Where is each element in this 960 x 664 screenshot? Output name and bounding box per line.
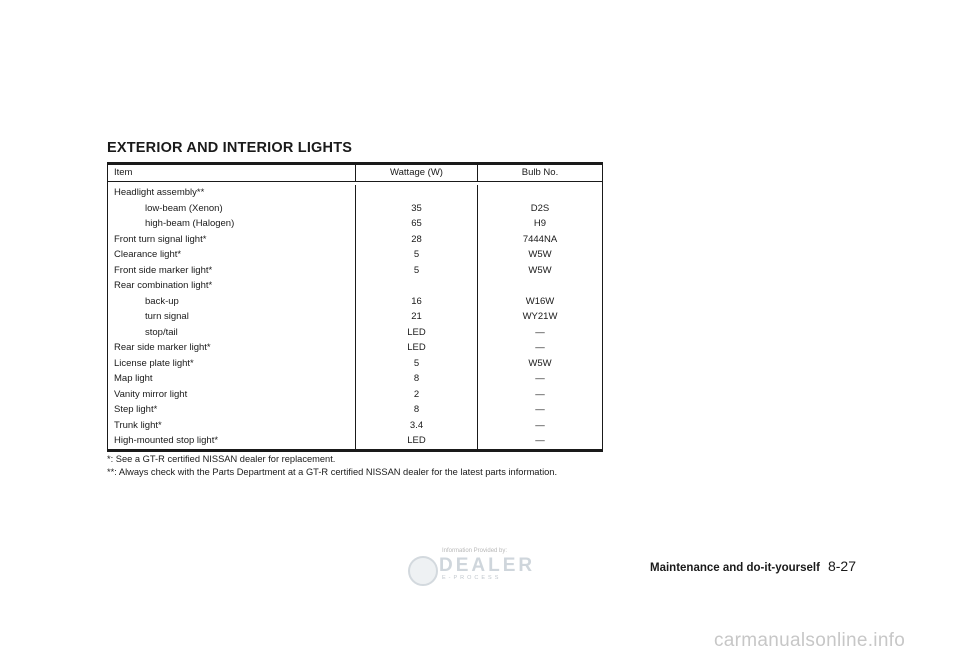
header-wattage: Wattage (W) bbox=[356, 165, 478, 181]
cell-item: stop/tail bbox=[108, 325, 356, 341]
cell-item: low-beam (Xenon) bbox=[108, 201, 356, 217]
header-bulb-no: Bulb No. bbox=[521, 167, 559, 178]
cell-wattage: 8 bbox=[356, 402, 478, 418]
cell-bulb-no: W16W bbox=[525, 295, 555, 307]
table-body bbox=[108, 185, 602, 449]
cell-wattage: LED bbox=[356, 340, 478, 356]
footnote-double-asterisk: **: Always check with the Parts Department at a GT-R certified NISSAN dealer for the latest parts information. bbox=[107, 466, 558, 477]
cell-item: Clearance light* bbox=[108, 247, 356, 263]
table-row bbox=[108, 356, 602, 372]
cell-bulb-no: — bbox=[535, 388, 545, 400]
footnotes bbox=[107, 453, 707, 478]
lights-table bbox=[107, 162, 603, 452]
cell-item: License plate light* bbox=[108, 356, 356, 372]
cell-bulb-no: W5W bbox=[528, 357, 552, 369]
table-row bbox=[108, 201, 602, 217]
cell-wattage: 3.4 bbox=[356, 418, 478, 434]
cell-wattage: 35 bbox=[356, 201, 478, 217]
cell-wattage bbox=[356, 278, 478, 294]
cell-item: Map light bbox=[108, 371, 356, 387]
cell-item: high-beam (Halogen) bbox=[108, 216, 356, 232]
cell-bulb-no bbox=[478, 278, 602, 294]
cell-item: Front side marker light* bbox=[108, 263, 356, 279]
cell-wattage: 5 bbox=[356, 247, 478, 263]
cell-wattage: 65 bbox=[356, 216, 478, 232]
cell-wattage: 5 bbox=[356, 356, 478, 372]
cell-bulb-no: — bbox=[535, 342, 545, 353]
cell-wattage bbox=[356, 185, 478, 201]
cell-wattage: 21 bbox=[356, 309, 478, 325]
table-row bbox=[108, 216, 602, 232]
table-row bbox=[108, 433, 602, 449]
table-row bbox=[108, 294, 602, 310]
cell-wattage: 28 bbox=[356, 232, 478, 248]
dealer-watermark-logo bbox=[408, 548, 546, 586]
cell-item: Rear combination light* bbox=[108, 278, 356, 294]
table-row bbox=[108, 232, 602, 248]
cell-item: turn signal bbox=[108, 309, 356, 325]
cell-wattage: 5 bbox=[356, 263, 478, 279]
cell-wattage: LED bbox=[356, 433, 478, 449]
table-row bbox=[108, 371, 602, 387]
footnote-single-asterisk: *: See a GT-R certified NISSAN dealer for replacement. bbox=[107, 454, 336, 464]
cell-bulb-no: D2S bbox=[530, 202, 550, 214]
table-row bbox=[108, 418, 602, 434]
table-row bbox=[108, 387, 602, 403]
cell-wattage: 16 bbox=[356, 294, 478, 310]
site-url-watermark: carmanualsonline.info bbox=[714, 630, 906, 651]
cell-item: Rear side marker light* bbox=[108, 340, 356, 356]
watermark-line2: E-PROCESS bbox=[442, 575, 502, 581]
table-row bbox=[108, 247, 602, 263]
watermark-brand: DEALER bbox=[439, 555, 536, 576]
cell-item: Headlight assembly** bbox=[108, 185, 356, 201]
table-row bbox=[108, 325, 602, 341]
cell-bulb-no: — bbox=[535, 435, 545, 446]
watermark-line1: Information Provided by: bbox=[442, 548, 508, 554]
cell-item: back-up bbox=[108, 294, 356, 310]
section-title: EXTERIOR AND INTERIOR LIGHTS bbox=[107, 140, 353, 156]
cell-bulb-no: WY21W bbox=[522, 311, 558, 322]
page-number: 8-27 bbox=[827, 558, 856, 574]
cell-item: Front turn signal light* bbox=[108, 232, 356, 248]
dealer-logo-icon bbox=[408, 556, 438, 586]
cell-item: Vanity mirror light bbox=[108, 387, 356, 403]
cell-wattage: LED bbox=[356, 325, 478, 341]
cell-bulb-no: W5W bbox=[528, 264, 552, 276]
cell-bulb-no: 7444NA bbox=[522, 233, 558, 245]
page-footer bbox=[650, 558, 856, 574]
cell-bulb-no: — bbox=[535, 373, 545, 384]
table-header-row bbox=[108, 165, 602, 182]
table-row bbox=[108, 263, 602, 279]
table-row bbox=[108, 402, 602, 418]
table-row bbox=[108, 340, 602, 356]
cell-item: Step light* bbox=[108, 402, 356, 418]
cell-bulb-no bbox=[478, 185, 602, 201]
table-row bbox=[108, 185, 602, 201]
footer-section-name: Maintenance and do-it-yourself bbox=[650, 562, 820, 574]
table-row bbox=[108, 309, 602, 325]
cell-wattage: 8 bbox=[356, 371, 478, 387]
cell-bulb-no: W5W bbox=[528, 249, 552, 260]
cell-bulb-no: H9 bbox=[533, 218, 547, 229]
table-row bbox=[108, 278, 602, 294]
cell-item: Trunk light* bbox=[108, 418, 356, 434]
cell-item: High-mounted stop light* bbox=[108, 433, 356, 449]
cell-bulb-no: — bbox=[535, 419, 545, 431]
cell-bulb-no: — bbox=[535, 404, 545, 415]
cell-wattage: 2 bbox=[356, 387, 478, 403]
header-item: Item bbox=[108, 165, 356, 181]
cell-bulb-no: — bbox=[535, 326, 545, 338]
